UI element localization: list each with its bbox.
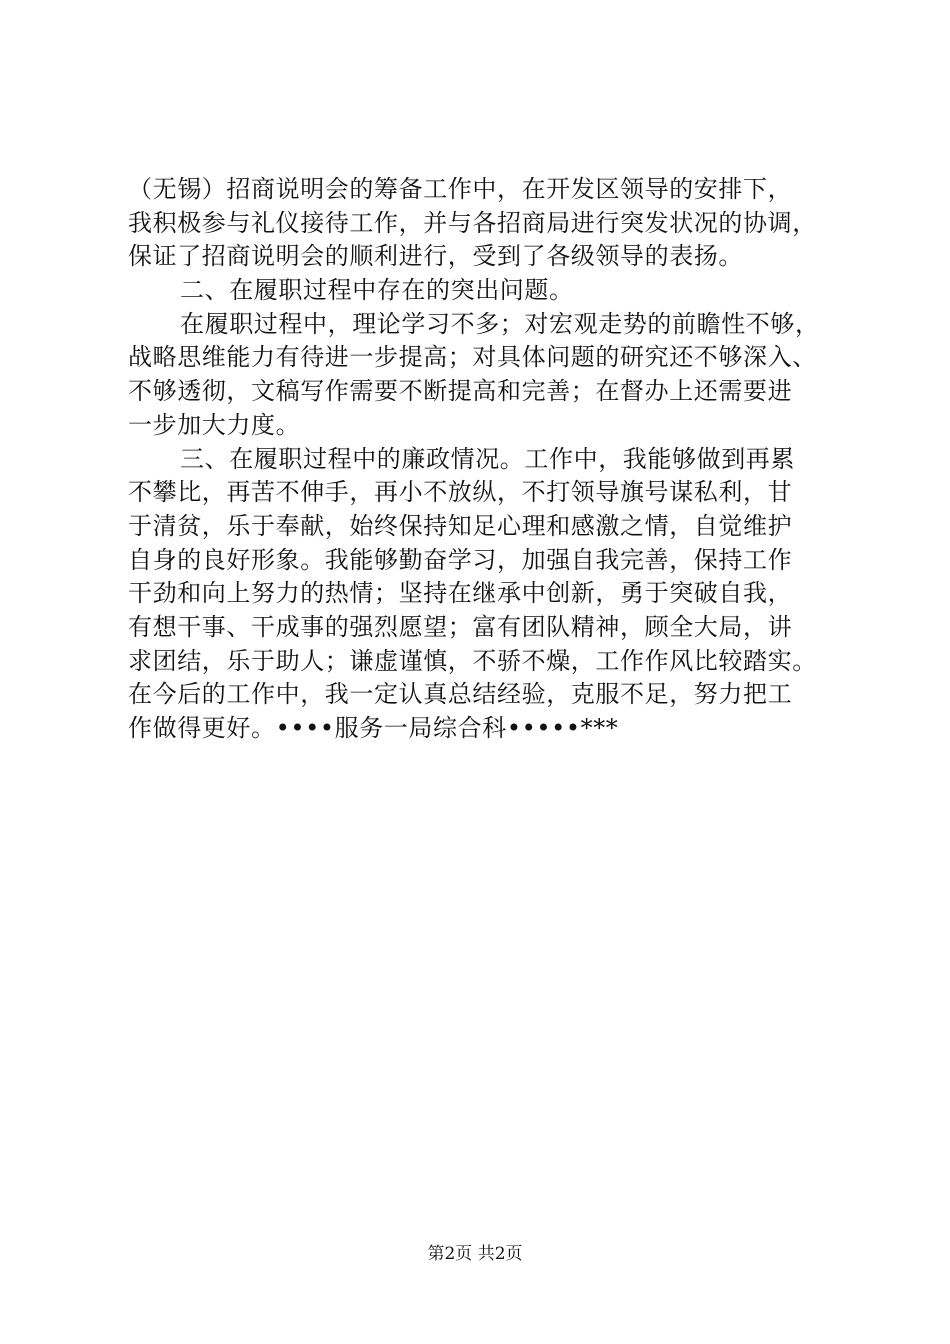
text-line: 一步加大力度。	[128, 410, 301, 439]
text-line: 不攀比，再苦不伸手，再小不放纵，不打领导旗号谋私利，甘	[128, 478, 793, 507]
page-number-footer: 第2页 共2页	[427, 1244, 523, 1264]
text-line: 干劲和向上努力的热情；坚持在继承中创新，勇于突破自我，	[128, 579, 793, 608]
text-line: 自身的良好形象。我能够勤奋学习，加强自我完善，保持工作	[128, 545, 793, 574]
text-line: 有想干事、干成事的强烈愿望；富有团队精神，顾全大局，讲	[128, 612, 793, 641]
text-line: 不够透彻，文稿写作需要不断提高和完善；在督办上还需要进	[128, 377, 793, 406]
text-line: 保证了招商说明会的顺利进行，受到了各级领导的表扬。	[128, 242, 743, 271]
section-heading-3: 三、在履职过程中的廉政情况。工作中，我能够做到再累	[180, 444, 795, 473]
text-line: 我积极参与礼仪接待工作，并与各招商局进行突发状况的协调，	[128, 208, 817, 237]
text-line: 战略思维能力有待进一步提高；对具体问题的研究还不够深入、	[128, 343, 817, 372]
text-line: 在履职过程中，理论学习不多；对宏观走势的前瞻性不够，	[180, 309, 820, 338]
text-line: （无锡）招商说明会的筹备工作中，在开发区领导的安排下，	[128, 175, 793, 203]
document-body	[128, 173, 848, 746]
signature-line: 作做得更好。••••服务一局综合科•••••***	[128, 714, 619, 742]
section-heading-2: 二、在履职过程中存在的突出问题。	[180, 276, 574, 305]
text-line: 求团结，乐于助人；谦虚谨慎，不骄不燥，工作作风比较踏实。	[128, 646, 817, 675]
text-line: 在今后的工作中，我一定认真总结经验，克服不足，努力把工	[128, 680, 793, 709]
text-line: 于清贫，乐于奉献，始终保持知足心理和感激之情，自觉维护	[128, 511, 793, 540]
